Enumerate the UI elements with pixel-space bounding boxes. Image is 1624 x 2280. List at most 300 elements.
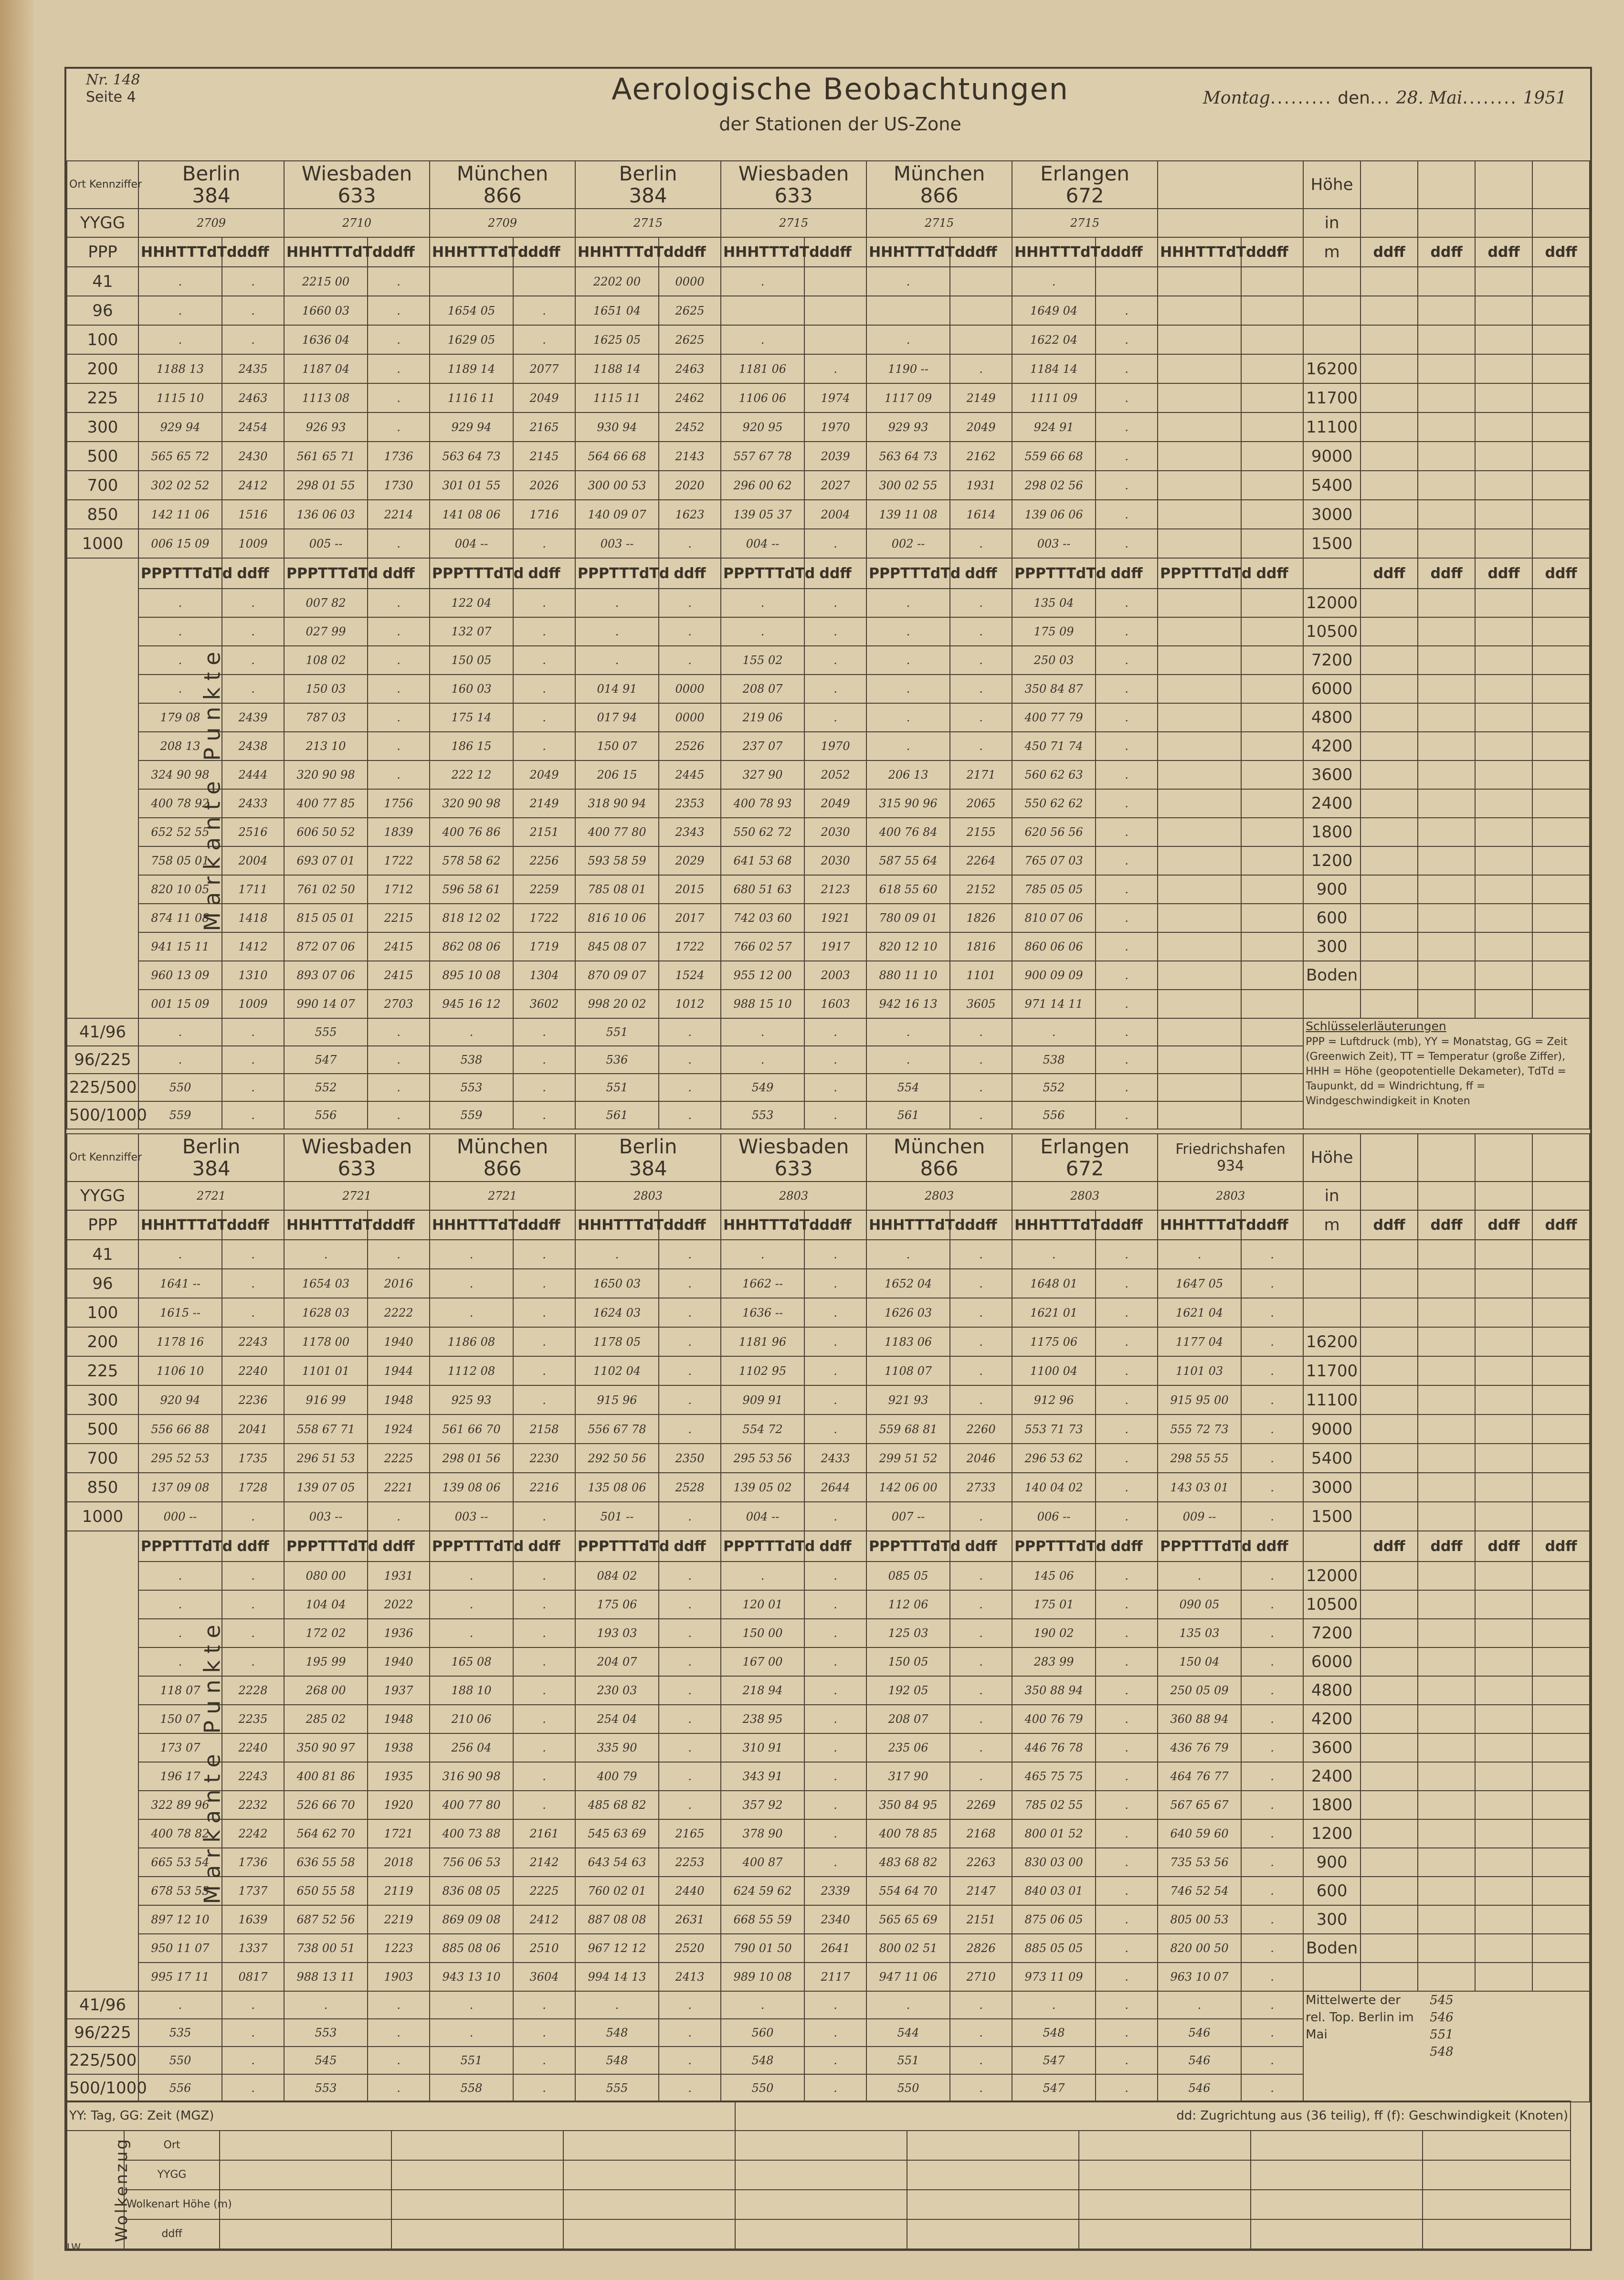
empty-cell — [1418, 1298, 1475, 1327]
marked-value: 1722 — [368, 846, 430, 875]
level-value — [1158, 500, 1241, 529]
level-value: . — [659, 529, 721, 558]
empty-cell — [1360, 1705, 1418, 1733]
marked-value: 994 14 13 — [575, 1963, 659, 1991]
layer-value — [1241, 1074, 1303, 1101]
level-value — [1158, 471, 1241, 500]
marked-value: 746 52 54 — [1158, 1877, 1241, 1905]
layer-value: . — [138, 1991, 222, 2019]
layer-value: 538 — [430, 1046, 513, 1074]
marked-value: 2030 — [804, 846, 866, 875]
level-value: 1009 — [222, 529, 284, 558]
empty-cell — [1360, 617, 1418, 646]
empty-cell — [1360, 846, 1418, 875]
layer-value: . — [1096, 1991, 1158, 2019]
empty-cell — [1475, 1385, 1532, 1414]
layer-label: 225/500 — [67, 2047, 138, 2074]
level-value: 2462 — [659, 383, 721, 412]
marked-value: 761 02 50 — [284, 875, 368, 904]
level-value — [1241, 471, 1303, 500]
layer-value: . — [804, 1046, 866, 1074]
ort-kennziffer-label: Ort Kennziffer — [67, 161, 138, 209]
level-value: 2145 — [513, 442, 575, 471]
col-ddff-header: ddff — [1096, 558, 1158, 589]
col-ddff-header: ddff — [1532, 237, 1590, 267]
empty-cell — [1532, 1647, 1590, 1676]
marked-value: 2826 — [950, 1934, 1012, 1963]
empty-cell — [1418, 846, 1475, 875]
empty-cell — [1360, 904, 1418, 932]
level-value: . — [804, 1298, 866, 1327]
empty-cell — [1360, 1473, 1418, 1502]
marked-value: 998 20 02 — [575, 990, 659, 1018]
marked-value: 2117 — [804, 1963, 866, 1991]
marked-value: . — [804, 589, 866, 617]
level-value: 139 07 05 — [284, 1473, 368, 1502]
empty-cell — [1532, 325, 1590, 354]
marked-value: 210 06 — [430, 1705, 513, 1733]
level-value: 556 67 78 — [575, 1414, 659, 1444]
marked-value: 2029 — [659, 846, 721, 875]
station-name: München — [456, 162, 548, 185]
level-value: . — [950, 1327, 1012, 1356]
marked-value — [1241, 961, 1303, 990]
empty-cell — [1532, 1590, 1590, 1619]
level-value: 003 -- — [575, 529, 659, 558]
level-value: 295 53 56 — [721, 1444, 804, 1473]
marked-value: 485 68 82 — [575, 1791, 659, 1819]
level-value: 1649 04 — [1012, 296, 1096, 325]
level-value: . — [1096, 529, 1158, 558]
marked-value: . — [804, 1590, 866, 1619]
marked-value: 785 05 05 — [1012, 875, 1096, 904]
empty-cell — [1475, 529, 1532, 558]
layer-value: 552 — [284, 1074, 368, 1101]
level-value: 929 94 — [138, 412, 222, 442]
marked-value: 1936 — [368, 1619, 430, 1647]
marked-value: 2219 — [368, 1905, 430, 1934]
marked-value: 268 00 — [284, 1676, 368, 1705]
level-value: 007 -- — [866, 1502, 950, 1531]
level-value: . — [368, 325, 430, 354]
empty-cell — [1532, 296, 1590, 325]
marked-value: 1931 — [368, 1562, 430, 1590]
marked-value — [1241, 589, 1303, 617]
level-value: 501 -- — [575, 1502, 659, 1531]
level-value — [950, 325, 1012, 354]
empty-cell — [1532, 875, 1590, 904]
station-id: 866 — [920, 184, 959, 207]
wolkenzug-cell — [907, 2190, 1079, 2219]
wolkenzug-cell — [907, 2131, 1079, 2160]
layer-value: . — [368, 1074, 430, 1101]
level-value: 003 -- — [284, 1502, 368, 1531]
level-value: 2149 — [950, 383, 1012, 412]
col-ddff-header: ddff — [222, 558, 284, 589]
marked-value: 1756 — [368, 789, 430, 818]
layer-value: . — [430, 1991, 513, 2019]
empty-cell — [1418, 1934, 1475, 1963]
col-ddff-header: ddff — [659, 237, 721, 267]
level-value: . — [804, 1356, 866, 1385]
marked-value: . — [804, 1762, 866, 1791]
marked-value: 2165 — [659, 1819, 721, 1848]
layer-value: . — [950, 2019, 1012, 2047]
marked-value: 001 15 09 — [138, 990, 222, 1018]
marked-value: . — [950, 1705, 1012, 1733]
marked-value: 350 84 95 — [866, 1791, 950, 1819]
empty-cell — [1475, 760, 1532, 789]
level-value: 561 66 70 — [430, 1414, 513, 1444]
empty-cell — [1532, 846, 1590, 875]
marked-value: . — [222, 617, 284, 646]
level-value: 1970 — [804, 412, 866, 442]
layer-value: . — [721, 1018, 804, 1046]
station-header — [430, 161, 575, 209]
empty-cell — [1418, 267, 1475, 296]
level-value: 2240 — [222, 1356, 284, 1385]
marked-value: . — [721, 589, 804, 617]
marked-value: 2149 — [513, 789, 575, 818]
level-value — [1158, 412, 1241, 442]
hoehe-value: 1500 — [1303, 529, 1360, 558]
level-value: 1101 03 — [1158, 1356, 1241, 1385]
marked-value: 872 07 06 — [284, 932, 368, 961]
marked-value: . — [1096, 1905, 1158, 1934]
empty-cell — [1360, 1819, 1418, 1848]
pressure-level: 1000 — [67, 529, 138, 558]
level-value: 2260 — [950, 1414, 1012, 1444]
level-value — [1158, 442, 1241, 471]
wolkenzug-cell — [391, 2160, 563, 2190]
marked-hoehe: 2400 — [1303, 1762, 1360, 1791]
marked-value: 780 09 01 — [866, 904, 950, 932]
marked-value: . — [1096, 732, 1158, 760]
empty-cell — [1532, 1298, 1590, 1327]
marked-value: . — [1241, 1590, 1303, 1619]
marked-value: 2415 — [368, 961, 430, 990]
marked-value: 2243 — [222, 1762, 284, 1791]
marked-value: 1603 — [804, 990, 866, 1018]
page-title: Aerologische Beobachtungen — [612, 72, 1069, 106]
wolkenzug-cell — [563, 2190, 735, 2219]
col-ppp-header: PPPTTTdTd — [430, 1531, 513, 1562]
level-value: 1113 08 — [284, 383, 368, 412]
col-ddff-header: ddff — [1418, 1210, 1475, 1240]
level-value: 2225 — [368, 1444, 430, 1473]
station-name: Wiesbaden — [301, 162, 412, 185]
sheet-number: Nr. 148 — [86, 72, 140, 88]
level-value: 299 51 52 — [866, 1444, 950, 1473]
marked-value: 758 05 01 — [138, 846, 222, 875]
marked-value: 885 08 06 — [430, 1934, 513, 1963]
marked-value: . — [1096, 904, 1158, 932]
level-value: 2165 — [513, 412, 575, 442]
level-value: 2077 — [513, 354, 575, 383]
marked-value: 950 11 07 — [138, 1934, 222, 1963]
marked-value: . — [138, 1590, 222, 1619]
mittelwerte-label: Mittelwerte der rel. Top. Berlin im Mai — [1306, 1993, 1414, 2042]
empty-cell — [1360, 646, 1418, 675]
empty-cell — [1418, 961, 1475, 990]
marked-hoehe: 6000 — [1303, 1647, 1360, 1676]
level-value — [950, 296, 1012, 325]
marked-value: . — [1096, 1762, 1158, 1791]
layer-value: 551 — [575, 1018, 659, 1046]
level-value — [1241, 442, 1303, 471]
pressure-level: 200 — [67, 354, 138, 383]
marked-value: 165 08 — [430, 1647, 513, 1676]
layer-value: . — [1096, 1046, 1158, 1074]
level-value: 296 51 53 — [284, 1444, 368, 1473]
level-value: . — [1096, 325, 1158, 354]
empty-cell — [1360, 818, 1418, 846]
layer-value: . — [804, 1074, 866, 1101]
mittelwert-value: 551 — [1430, 2027, 1454, 2042]
layer-value: . — [804, 2019, 866, 2047]
marked-value: 860 06 06 — [1012, 932, 1096, 961]
level-value: 555 72 73 — [1158, 1414, 1241, 1444]
level-value: . — [1096, 383, 1158, 412]
marked-value: 2438 — [222, 732, 284, 760]
marked-value: . — [222, 1562, 284, 1590]
empty-cell — [1532, 646, 1590, 675]
level-value: 1614 — [950, 500, 1012, 529]
marked-hoehe: 7200 — [1303, 1619, 1360, 1647]
empty-cell — [1360, 990, 1418, 1018]
observation-table-1 — [66, 160, 1590, 1129]
level-value: . — [950, 1356, 1012, 1385]
empty-cell — [1475, 1647, 1532, 1676]
level-value: . — [721, 325, 804, 354]
level-value — [1241, 325, 1303, 354]
empty-cell — [1532, 412, 1590, 442]
marked-value: 400 78 85 — [866, 1819, 950, 1848]
level-value: 004 -- — [430, 529, 513, 558]
marked-value: . — [1096, 1848, 1158, 1877]
level-value: . — [1096, 1444, 1158, 1473]
level-value: 1188 13 — [138, 354, 222, 383]
marked-value: . — [575, 589, 659, 617]
marked-value: 650 55 58 — [284, 1877, 368, 1905]
marked-value: 3602 — [513, 990, 575, 1018]
marked-value: 235 06 — [866, 1733, 950, 1762]
level-value: . — [1096, 354, 1158, 383]
wolkenzug-cell — [1079, 2160, 1251, 2190]
marked-value: 090 05 — [1158, 1590, 1241, 1619]
layer-value: . — [368, 2074, 430, 2102]
date-line: Montag......... den... 28. Mai........ 1951 — [1203, 88, 1567, 108]
level-value: 1178 00 — [284, 1327, 368, 1356]
marked-value: 3605 — [950, 990, 1012, 1018]
level-value — [1241, 529, 1303, 558]
marked-value: . — [659, 1733, 721, 1762]
marked-value: 545 63 69 — [575, 1819, 659, 1848]
marked-value: 756 06 53 — [430, 1848, 513, 1877]
pressure-level: 100 — [67, 325, 138, 354]
marked-value: 250 03 — [1012, 646, 1096, 675]
level-value: 1660 03 — [284, 296, 368, 325]
hoehe-header: Höhe — [1303, 161, 1360, 209]
layer-value: . — [222, 2074, 284, 2102]
marked-value: 1711 — [222, 875, 284, 904]
col-hhh-header: HHHTTTdTd — [1012, 1210, 1096, 1240]
level-value: 2452 — [659, 412, 721, 442]
hoehe-in: in — [1303, 1182, 1360, 1210]
empty-cell — [1418, 1240, 1475, 1269]
level-value: . — [222, 1240, 284, 1269]
layer-value: . — [1158, 1991, 1241, 2019]
wolkenzug-cell — [735, 2190, 907, 2219]
level-value: 143 03 01 — [1158, 1473, 1241, 1502]
marked-value: 017 94 — [575, 703, 659, 732]
empty-cell — [1418, 1819, 1475, 1848]
level-value: 1651 04 — [575, 296, 659, 325]
page-number — [86, 72, 140, 106]
level-value: 1621 04 — [1158, 1298, 1241, 1327]
level-value: . — [659, 1385, 721, 1414]
form-code: LW — [67, 2241, 81, 2253]
col-ddff-header: ddff — [222, 1210, 284, 1240]
marked-value: 874 11 08 — [138, 904, 222, 932]
marked-value: . — [950, 732, 1012, 760]
level-value — [1241, 267, 1303, 296]
marked-value: 080 00 — [284, 1562, 368, 1590]
marked-value: 606 50 52 — [284, 818, 368, 846]
layer-value: 536 — [575, 1046, 659, 1074]
layer-value: . — [1096, 2047, 1158, 2074]
marked-value: 618 55 60 — [866, 875, 950, 904]
empty-cell — [1475, 675, 1532, 703]
level-value: . — [1096, 1385, 1158, 1414]
wolkenzug-row-label: YYGG — [124, 2160, 220, 2190]
marked-value — [1158, 732, 1241, 760]
marked-value: 175 01 — [1012, 1590, 1096, 1619]
layer-value: 544 — [866, 2019, 950, 2047]
empty-cell — [1418, 1590, 1475, 1619]
marked-value: . — [950, 703, 1012, 732]
marked-value: 318 90 94 — [575, 789, 659, 818]
empty-cell — [1360, 442, 1418, 471]
level-value: 563 64 73 — [430, 442, 513, 471]
marked-value: 564 62 70 — [284, 1819, 368, 1848]
marked-value: 840 03 01 — [1012, 1877, 1096, 1905]
empty-cell — [1360, 1327, 1418, 1356]
marked-value: 973 11 09 — [1012, 1963, 1096, 1991]
layer-value: . — [950, 1074, 1012, 1101]
level-value: 300 02 55 — [866, 471, 950, 500]
station-id: 866 — [483, 1157, 522, 1180]
date: 28. Mai — [1396, 88, 1463, 108]
marked-value: 1721 — [368, 1819, 430, 1848]
empty-cell — [1418, 383, 1475, 412]
marked-value: 880 11 10 — [866, 961, 950, 990]
empty-cell — [1532, 1676, 1590, 1705]
empty-cell — [1532, 1182, 1590, 1210]
marked-value: 885 05 05 — [1012, 1934, 1096, 1963]
level-value: . — [1241, 1327, 1303, 1356]
level-value: 909 91 — [721, 1385, 804, 1414]
level-value: . — [804, 1502, 866, 1531]
marked-value: 2142 — [513, 1848, 575, 1877]
empty-cell — [1418, 1647, 1475, 1676]
marked-value: . — [513, 1676, 575, 1705]
marked-value: . — [222, 1590, 284, 1619]
layer-value: . — [1096, 1101, 1158, 1129]
marked-value: 237 07 — [721, 732, 804, 760]
level-value: . — [513, 1327, 575, 1356]
marked-value: . — [513, 703, 575, 732]
marked-value — [1158, 789, 1241, 818]
level-value: . — [950, 1298, 1012, 1327]
marked-hoehe: 6000 — [1303, 675, 1360, 703]
weekday: Montag — [1203, 88, 1270, 108]
level-value — [1241, 412, 1303, 442]
marked-value: 378 90 — [721, 1819, 804, 1848]
layer-value: . — [138, 1018, 222, 1046]
wolkenzug-cell — [391, 2219, 563, 2249]
marked-value: 875 06 05 — [1012, 1905, 1096, 1934]
empty-cell — [1418, 703, 1475, 732]
wolkenzug-cell — [220, 2131, 391, 2160]
marked-value: . — [659, 1590, 721, 1619]
key-title: Schlüsselerläuterungen — [1306, 1019, 1446, 1033]
level-value: . — [430, 1240, 513, 1269]
level-value: . — [430, 1269, 513, 1298]
empty-cell — [1418, 1905, 1475, 1934]
marked-value: 283 99 — [1012, 1647, 1096, 1676]
empty-cell — [1360, 1934, 1418, 1963]
marked-value: . — [1096, 1934, 1158, 1963]
layer-value: . — [866, 1046, 950, 1074]
marked-value: 150 05 — [430, 646, 513, 675]
level-value: . — [1096, 1269, 1158, 1298]
level-value: . — [368, 383, 430, 412]
empty-cell — [1418, 1848, 1475, 1877]
layer-value: 549 — [721, 1074, 804, 1101]
empty-cell — [1360, 760, 1418, 789]
marked-value: 2151 — [513, 818, 575, 846]
layer-value: . — [950, 1991, 1012, 2019]
empty-cell — [1303, 1531, 1360, 1562]
level-value: 137 09 08 — [138, 1473, 222, 1502]
marked-value: . — [368, 703, 430, 732]
marked-value: . — [1096, 1877, 1158, 1905]
marked-value: . — [1241, 1733, 1303, 1762]
layer-value: . — [513, 1074, 575, 1101]
ppp-label: PPP — [67, 1210, 138, 1240]
station-id: 384 — [192, 1157, 231, 1180]
marked-value: 554 64 70 — [866, 1877, 950, 1905]
layer-value: . — [866, 1991, 950, 2019]
marked-value: 175 09 — [1012, 617, 1096, 646]
level-value: . — [513, 1385, 575, 1414]
empty-cell — [1532, 1473, 1590, 1502]
den-label: den — [1338, 88, 1370, 108]
empty-cell — [1360, 267, 1418, 296]
level-value: 1628 03 — [284, 1298, 368, 1327]
level-value: . — [866, 325, 950, 354]
col-ddff-header: ddff — [368, 1210, 430, 1240]
level-value: . — [950, 529, 1012, 558]
empty-cell — [1475, 325, 1532, 354]
level-value: . — [222, 1298, 284, 1327]
hoehe-value: 5400 — [1303, 1444, 1360, 1473]
level-value: 2463 — [659, 354, 721, 383]
level-value: 1181 06 — [721, 354, 804, 383]
layer-value: . — [222, 1074, 284, 1101]
marked-value: 2413 — [659, 1963, 721, 1991]
